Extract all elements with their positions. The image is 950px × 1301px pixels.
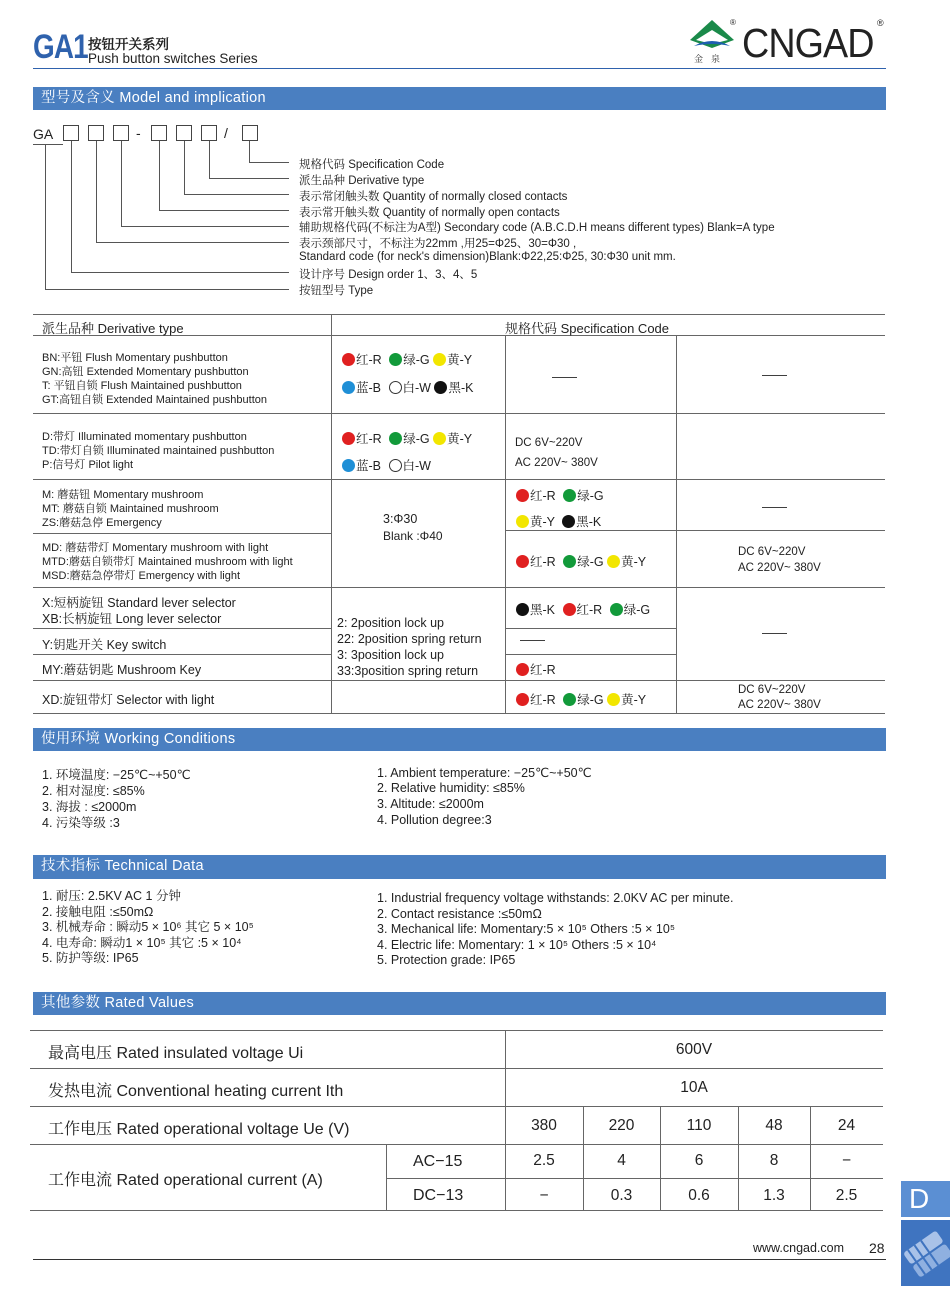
- tech-en-1: 1. Industrial frequency voltage withstands: 2.0KV AC per minute.: [377, 891, 734, 905]
- g5-colors: 黑-K 红-R 绿-G: [516, 600, 650, 618]
- working-cn-1: 1. 环境温度: −25℃~+50℃: [42, 768, 191, 782]
- working-en-4: 4. Pollution degree:3: [377, 813, 492, 827]
- mushroom-size-1: 3:Φ30: [383, 512, 418, 526]
- tech-cn-3: 3. 机械寿命 : 瞬动5 × 10⁶ 其它 5 × 10⁵: [42, 920, 254, 934]
- working-cn-3: 3. 海拔 : ≤2000m: [42, 800, 137, 814]
- code-slash: /: [224, 125, 228, 141]
- tech-cn-4: 4. 电寿命: 瞬动1 × 10⁵ 其它 :5 × 10⁴: [42, 936, 242, 950]
- code-line-7: Standard code (for neck's dimension)Blank:Φ22,25:Φ25, 30:Φ30 unit mm.: [299, 251, 676, 263]
- footer-url: www.cngad.com: [753, 1241, 845, 1255]
- tech-en-2: 2. Contact resistance :≤50mΩ: [377, 907, 542, 921]
- g1-spec-dash-2: ——: [762, 368, 787, 382]
- deriv-g2-1: D:带灯 Illuminated momentary pushbutton: [42, 431, 247, 443]
- footer-rule: [33, 1259, 886, 1260]
- g8-voltage-dc: DC 6V~220V: [738, 684, 806, 696]
- g4-voltage-dc: DC 6V~220V: [738, 546, 806, 558]
- ac-val-4: 8: [769, 1152, 779, 1169]
- mushroom-size-2: Blank :Φ40: [383, 529, 443, 543]
- code-prefix: GA: [33, 126, 54, 142]
- brand-reg-1: ®: [730, 18, 736, 27]
- g8-colors: 红-R 绿-G 黄-Y: [516, 690, 646, 708]
- tech-en-3: 3. Mechanical life: Momentary:5 × 10⁵ Others :5 × 10⁵: [377, 922, 676, 936]
- deriv-g6: Y:钥匙开关 Key switch: [42, 638, 167, 652]
- heating-current-value: 10A: [680, 1079, 708, 1096]
- deriv-g8: XD:旋钮带灯 Selector with light: [42, 693, 215, 707]
- section-working: 使用环境 Working Conditions: [33, 728, 886, 751]
- section-technical: 技术指标 Technical Data: [33, 855, 886, 878]
- ue-380: 380: [531, 1117, 557, 1134]
- code-line-9: 按钮型号 Type: [299, 285, 374, 297]
- code-line-4: 表示常开触头数 Quantity of normally open contacts: [299, 207, 560, 219]
- working-en-1: 1. Ambient temperature: −25℃~+50℃: [377, 766, 592, 780]
- ue-220: 220: [608, 1117, 635, 1134]
- ac-val-1: 2.5: [533, 1152, 555, 1169]
- brand-name: CNGAD: [742, 20, 874, 66]
- g6-spec-dash: ——: [520, 633, 545, 647]
- working-cn-2: 2. 相对湿度: ≤85%: [42, 784, 145, 798]
- dc-val-3: 0.6: [688, 1187, 710, 1204]
- series-code: GA1: [33, 28, 88, 66]
- deriv-g4-1: MD: 蘑菇带灯 Momentary mushroom with light: [42, 542, 269, 554]
- ue-24: 24: [837, 1117, 856, 1134]
- ac-val-2: 4: [617, 1152, 626, 1169]
- deriv-g5-2: XB:长柄旋钮 Long lever selector: [42, 612, 222, 626]
- deriv-g3-3: ZS:蘑菇急停 Emergency: [42, 517, 162, 529]
- working-en-3: 3. Altitude: ≤2000m: [377, 797, 484, 811]
- brand-sub: 金泉: [694, 54, 729, 64]
- working-en-2: 2. Relative humidity: ≤85%: [377, 781, 525, 795]
- g1-colors-row1: 红-R 绿-G 黄-Y: [342, 350, 472, 368]
- working-cn-4: 4. 污染等级 :3: [42, 816, 120, 830]
- position-3: 3: 3position lock up: [337, 648, 445, 662]
- code-line-3: 表示常闭触头数 Quantity of normally closed contacts: [299, 191, 568, 203]
- code-line-2: 派生品种 Derivative type: [299, 175, 425, 187]
- ac-val-3: 6: [694, 1152, 704, 1169]
- deriv-header-type: 派生品种 Derivative type: [42, 321, 184, 336]
- g2-voltage-ac: AC 220V~ 380V: [515, 457, 598, 469]
- g4-colors: 红-R 绿-G 黄-Y: [516, 552, 646, 570]
- ue-48: 48: [765, 1117, 783, 1134]
- g7-colors: 红-R: [516, 660, 556, 678]
- deriv-header-spec: 规格代码 Specification Code: [505, 321, 670, 336]
- page-number: 28: [869, 1240, 885, 1256]
- g2-voltage-dc: DC 6V~220V: [515, 437, 583, 449]
- dc13-label: DC−13: [413, 1187, 464, 1204]
- heating-current-label: 发热电流 Conventional heating current Ith: [48, 1083, 344, 1100]
- tech-cn-2: 2. 接触电阻 :≤50mΩ: [42, 905, 154, 919]
- deriv-g1-4: GT:高钮自锁 Extended Maintained pushbutton: [42, 394, 268, 406]
- g3-spec-dash: ——: [762, 500, 787, 514]
- code-line-8: 设计序号 Design order 1、3、4、5: [299, 269, 478, 281]
- g8-voltage-ac: AC 220V~ 380V: [738, 699, 821, 711]
- deriv-g1-3: T: 平钮自锁 Flush Maintained pushbutton: [42, 380, 242, 392]
- rated-voltage-value: 600V: [675, 1041, 713, 1058]
- code-line-5: 辅助规格代码(不标注为A型) Secondary code (A.B.C.D.H means different types) Blank=A type: [299, 222, 775, 234]
- section-tab: D: [901, 1181, 950, 1217]
- dc-val-4: 1.3: [763, 1187, 785, 1204]
- dc-val-2: 0.3: [610, 1187, 633, 1204]
- deriv-g5-1: X:短柄旋钮 Standard lever selector: [42, 596, 236, 610]
- tab-product-image: [901, 1220, 950, 1286]
- g5-spec-dash: ——: [762, 626, 787, 640]
- g2-colors-row2: 蓝-B 白-W: [342, 456, 431, 474]
- dc-val-1: −: [539, 1187, 549, 1204]
- g3-colors-row1: 红-R 绿-G: [516, 486, 604, 504]
- operational-voltage-label: 工作电压 Rated operational voltage Ue (V): [48, 1121, 350, 1138]
- position-1: 2: 2position lock up: [337, 616, 445, 630]
- code-line-6: 表示颈部尺寸，不标注为22mm ,用25=Φ25、30=Φ30 ,: [299, 238, 577, 250]
- deriv-g4-2: MTD:蘑菇自锁带灯 Maintained mushroom with light: [42, 556, 293, 568]
- ac15-label: AC−15: [413, 1153, 463, 1170]
- dc-val-5: 2.5: [835, 1187, 858, 1204]
- ac-val-5: −: [841, 1152, 852, 1169]
- deriv-g3-2: MT: 蘑菇自锁 Maintained mushroom: [42, 503, 219, 515]
- ue-110: 110: [686, 1117, 712, 1134]
- series-title-en: Push button switches Series: [88, 51, 258, 66]
- g2-colors-row1: 红-R 绿-G 黄-Y: [342, 429, 472, 447]
- switch-product-icon: [901, 1220, 950, 1286]
- g1-colors-row2: 蓝-B 白-W 黑-K: [342, 378, 473, 396]
- tech-cn-5: 5. 防护等级: IP65: [42, 951, 139, 965]
- deriv-g2-2: TD:带灯自锁 Illuminated maintained pushbutton: [42, 445, 275, 457]
- g3-colors-row2: 黄-Y 黑-K: [516, 512, 601, 530]
- deriv-g1-2: GN:高钮 Extended Momentary pushbutton: [42, 366, 249, 378]
- position-4: 33:3position spring return: [337, 664, 479, 678]
- deriv-g1-1: BN:平钮 Flush Momentary pushbutton: [42, 352, 228, 364]
- deriv-g4-3: MSD:蘑菇急停带灯 Emergency with light: [42, 570, 241, 582]
- tech-en-5: 5. Protection grade: IP65: [377, 953, 516, 967]
- brand-reg-2: ®: [877, 18, 884, 28]
- position-2: 22: 2position spring return: [337, 632, 482, 646]
- g1-spec-dash-1: ——: [552, 370, 577, 384]
- operational-current-label: 工作电流 Rated operational current (A): [48, 1172, 323, 1189]
- deriv-g7: MY:蘑菇钥匙 Mushroom Key: [42, 663, 202, 677]
- rated-voltage-label: 最高电压 Rated insulated voltage Ui: [48, 1045, 304, 1062]
- section-model: 型号及含义 Model and implication: [33, 87, 886, 110]
- g4-voltage-ac: AC 220V~ 380V: [738, 562, 821, 574]
- tech-en-4: 4. Electric life: Momentary: 1 × 10⁵ Others :5 × 10⁴: [377, 938, 657, 952]
- tech-cn-1: 1. 耐压: 2.5KV AC 1 分钟: [42, 889, 181, 903]
- deriv-g2-3: P:信号灯 Pilot light: [42, 459, 134, 471]
- code-line-1: 规格代码 Specification Code: [299, 159, 445, 171]
- deriv-g3-1: M: 蘑菇钮 Momentary mushroom: [42, 489, 204, 501]
- code-dash: -: [136, 125, 141, 141]
- section-rated: 其他参数 Rated Values: [33, 992, 886, 1015]
- series-title-cn: 按钮开关系列: [88, 37, 169, 52]
